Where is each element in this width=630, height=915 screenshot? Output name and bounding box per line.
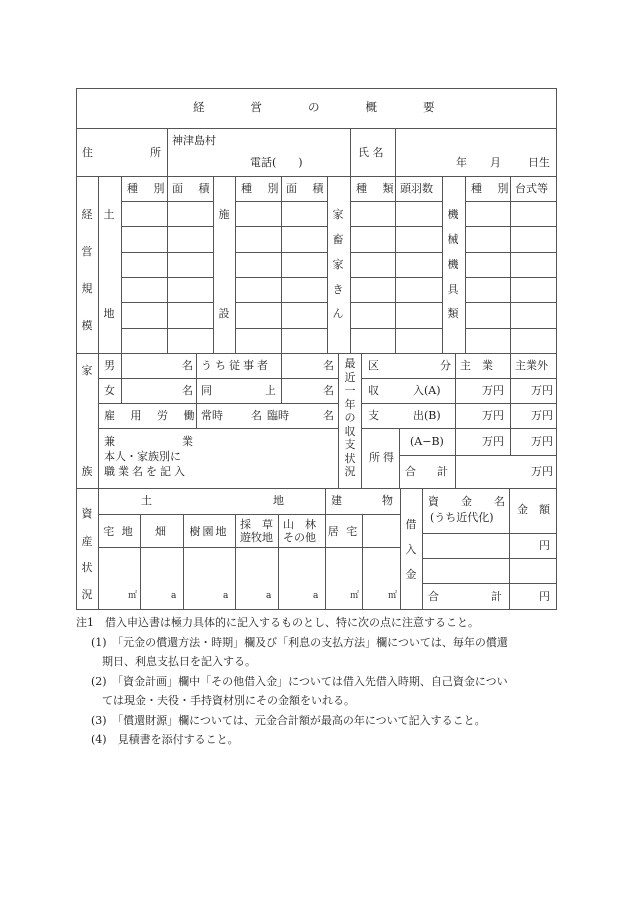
workers-label: うち従事者 <box>201 359 271 372</box>
facility-value-field[interactable] <box>282 202 326 225</box>
divider <box>400 488 401 609</box>
machinery-value-field[interactable] <box>511 278 555 301</box>
main-business-header: 主 業 <box>460 359 493 372</box>
male-unit: 名 <box>182 359 193 372</box>
expense-other-field[interactable]: 万円 <box>531 409 553 422</box>
divider <box>361 403 557 404</box>
asset-unit-2: a <box>171 591 177 601</box>
land-label-1: 土 <box>103 208 115 221</box>
note-1-line-2: 期日、利息支払日を記入する。 <box>102 655 256 668</box>
expense-label-right: 出(B) <box>413 409 441 422</box>
livestock-value-field[interactable] <box>396 227 441 250</box>
asset-col-header-4-b: 遊牧地 <box>240 531 273 544</box>
diff-other-field[interactable]: 万円 <box>531 435 553 448</box>
birth-month: 月 <box>490 156 501 169</box>
family-label-2: 族 <box>81 465 93 478</box>
note-3: (3) 「償還財源」欄については、元金合計額が最高の年について記入すること。 <box>91 714 486 727</box>
divider <box>98 353 99 488</box>
divider <box>76 488 557 489</box>
asset-unit-7: ㎡ <box>388 591 398 601</box>
note-2-line-2: ては現金・夫役・手持資材別にその金額をいれる。 <box>102 694 355 707</box>
birth-year: 年 <box>456 156 467 169</box>
same-label-left: 同 <box>201 384 212 397</box>
asset-unit-5: a <box>313 591 319 601</box>
machinery-type-field[interactable] <box>466 303 509 326</box>
side-job-label-right: 業 <box>182 435 193 448</box>
machinery-type-field[interactable] <box>466 202 509 225</box>
income-other-field[interactable]: 万円 <box>531 384 553 397</box>
livestock-value-field[interactable] <box>396 202 441 225</box>
machinery-type-field[interactable] <box>466 227 509 250</box>
facility-value-field[interactable] <box>282 253 326 276</box>
assets-label-2: 産 <box>81 535 93 548</box>
same-label-right: 上 <box>265 384 276 397</box>
other-business-header: 主業外 <box>515 359 548 372</box>
income-label-right: 入(A) <box>413 384 441 397</box>
birth-day: 日生 <box>528 156 550 169</box>
regular-unit: 名 <box>251 409 262 422</box>
loan-amount-field-2[interactable] <box>510 559 555 582</box>
land-header-1: 種 別 <box>127 182 171 195</box>
land-value-field[interactable] <box>168 253 212 276</box>
frame-right <box>556 88 557 609</box>
machinery-value-field[interactable] <box>511 227 555 250</box>
land-value-field[interactable] <box>168 278 212 301</box>
diff-main-field[interactable]: 万円 <box>482 435 504 448</box>
machinery-value-field[interactable] <box>511 303 555 326</box>
assets-label-3: 状 <box>81 561 93 574</box>
total-label-right: 計 <box>437 465 448 478</box>
temporary-label: 臨時 <box>267 409 289 422</box>
address-label-right: 所 <box>150 146 161 159</box>
note-main: 注1 借入申込書は極力具体的に記入するものとし、特に次の点に注意すること。 <box>76 616 479 629</box>
land-value-field[interactable] <box>168 227 212 250</box>
loan-amount-field-1[interactable]: 円 <box>539 539 550 552</box>
livestock-type-field[interactable] <box>351 227 394 250</box>
temporary-unit: 名 <box>323 409 334 422</box>
machinery-header-1: 種 別 <box>471 182 515 195</box>
livestock-header-2: 頭羽数 <box>400 182 433 195</box>
divider <box>361 353 362 488</box>
regular-count-field[interactable] <box>225 404 245 427</box>
scale-label-1: 経 <box>81 208 93 221</box>
land-group-left: 土 <box>141 494 152 507</box>
livestock-label-5: ん <box>332 307 344 320</box>
expense-label-left: 支 <box>368 409 379 422</box>
income-label-char: 一 <box>344 384 356 397</box>
facility-value-field[interactable] <box>282 278 326 301</box>
land-type-field[interactable] <box>122 329 166 352</box>
side-job-note-2: 職業名を記入 <box>104 465 188 478</box>
livestock-value-field[interactable] <box>396 278 441 301</box>
income-label-char: の <box>344 411 356 424</box>
divider <box>455 353 456 488</box>
livestock-label-1: 家 <box>332 208 344 221</box>
loan-total-field[interactable]: 円 <box>539 590 550 603</box>
side-job-note-1: 本人・家族別に <box>104 450 181 463</box>
female-unit: 名 <box>182 384 193 397</box>
asset-col-header-4-a: 採 草 <box>240 518 273 531</box>
divider <box>327 176 328 353</box>
machinery-label-5: 類 <box>447 307 459 320</box>
asset-col-header-5-b: その他 <box>283 531 316 544</box>
hired-label: 雇 用 労 働 <box>104 409 201 422</box>
land-group-right: 地 <box>273 494 284 507</box>
land-type-field[interactable] <box>122 278 166 301</box>
total-label-left: 合 <box>405 465 416 478</box>
note-1-line-1: (1) 「元金の償還方法・時期」欄及び「利息の支払方法」欄については、毎年の償還 <box>91 636 508 649</box>
divider <box>399 455 557 456</box>
category-label-right: 分 <box>440 359 451 372</box>
frame-bottom <box>76 609 557 610</box>
facility-header-2: 面 積 <box>286 182 330 195</box>
income-label-left: 収 <box>368 384 379 397</box>
land-header-2: 面 積 <box>172 182 216 195</box>
divider <box>76 176 557 177</box>
side-job-label-left: 兼 <box>104 435 115 448</box>
facility-type-field[interactable] <box>236 253 280 276</box>
income-label-char: 状 <box>344 451 356 465</box>
asset-col-header-6: 居 宅 <box>327 525 360 538</box>
assets-label-1: 資 <box>81 507 93 520</box>
loan-fund-name-field-2[interactable] <box>423 559 508 582</box>
land-type-field[interactable] <box>122 253 166 276</box>
facility-header-1: 種 別 <box>241 182 285 195</box>
category-label-left: 区 <box>368 359 379 372</box>
livestock-label-2: 畜 <box>332 233 344 246</box>
machinery-label-3: 機 <box>447 258 459 271</box>
machinery-value-field[interactable] <box>511 202 555 225</box>
phone-field[interactable]: 電話( ) <box>250 156 303 169</box>
machinery-label-4: 具 <box>447 283 459 296</box>
facility-type-field[interactable] <box>236 202 280 225</box>
divider <box>422 583 557 584</box>
asset-col-header-2: 畑 <box>155 525 168 538</box>
land-value-field[interactable] <box>168 303 212 326</box>
income-label-char: 況 <box>344 465 356 478</box>
facility-label-1: 施 <box>218 208 230 221</box>
land-value-field[interactable] <box>168 202 212 225</box>
divider <box>510 353 511 455</box>
facility-value-field[interactable] <box>282 303 326 326</box>
asset-col-header-1: 宅 地 <box>103 525 135 538</box>
income-main-field[interactable]: 万円 <box>482 384 504 397</box>
earnings-label: 所得 <box>369 451 397 464</box>
asset-unit-4: a <box>266 591 272 601</box>
workers-unit: 名 <box>323 359 334 372</box>
regular-label: 常時 <box>201 409 223 422</box>
temporary-count-field[interactable] <box>290 404 320 427</box>
frame-top <box>76 88 557 89</box>
livestock-header-1: 種 類 <box>356 182 400 195</box>
fund-name-header: 資 金 名 <box>428 495 505 508</box>
divider <box>213 176 214 353</box>
divider <box>338 353 339 488</box>
income-label-char: 最 <box>344 357 356 370</box>
facility-type-field[interactable] <box>236 303 280 326</box>
livestock-label-4: き <box>332 283 344 296</box>
land-type-field[interactable] <box>122 303 166 326</box>
divider <box>361 428 557 429</box>
facility-type-field[interactable] <box>236 329 280 352</box>
diff-label: (A−B) <box>410 435 444 448</box>
livestock-value-field[interactable] <box>396 253 441 276</box>
land-label-2: 地 <box>103 307 115 320</box>
asset-unit-6: ㎡ <box>350 591 360 601</box>
livestock-type-field[interactable] <box>351 278 394 301</box>
scale-label-3: 規 <box>81 282 93 295</box>
amount-header: 金 額 <box>517 503 550 516</box>
machinery-header-2: 台式等 <box>515 182 548 195</box>
asset-col-header-3: 樹園地 <box>189 525 229 538</box>
livestock-value-field[interactable] <box>396 329 441 352</box>
income-label-char: 年 <box>344 397 356 411</box>
building-group-left: 建 <box>331 494 342 507</box>
livestock-type-field[interactable] <box>351 202 394 225</box>
asset-col-header-5-a: 山 林 <box>283 518 316 531</box>
total-value-field[interactable]: 万円 <box>531 465 553 478</box>
machinery-label-1: 機 <box>447 208 459 221</box>
loan-total-label-left: 合 <box>428 590 439 603</box>
livestock-value-field[interactable] <box>396 303 441 326</box>
assets-label-4: 況 <box>81 588 93 601</box>
facility-type-field[interactable] <box>236 227 280 250</box>
loan-total-label-right: 計 <box>491 590 502 603</box>
income-label-char: 支 <box>344 438 356 451</box>
land-type-field[interactable] <box>122 227 166 250</box>
loan-label-1: 借 <box>405 518 417 531</box>
facility-value-field[interactable] <box>282 227 326 250</box>
facility-type-field[interactable] <box>236 278 280 301</box>
form-title: 経 営 の 概 要 <box>193 100 435 114</box>
family-label-1: 家 <box>81 364 93 377</box>
loan-label-2: 入 <box>405 543 417 556</box>
divider <box>442 176 443 353</box>
divider <box>350 128 351 176</box>
male-label: 男 <box>104 359 115 372</box>
machinery-type-field[interactable] <box>466 329 509 352</box>
address-value: 神津島村 <box>172 134 216 147</box>
loan-label-3: 金 <box>405 568 417 581</box>
machinery-label-2: 械 <box>447 233 459 246</box>
livestock-label-3: 家 <box>332 258 344 271</box>
divider <box>98 514 400 515</box>
scale-label-4: 模 <box>81 319 93 332</box>
facility-label-2: 設 <box>218 307 230 320</box>
building-group-right: 物 <box>382 494 393 507</box>
expense-main-field[interactable]: 万円 <box>482 409 504 422</box>
machinery-value-field[interactable] <box>511 253 555 276</box>
livestock-type-field[interactable] <box>351 329 394 352</box>
divider <box>361 378 557 379</box>
fund-name-subheader: (うち近代化) <box>430 511 494 524</box>
divider <box>509 488 510 609</box>
machinery-value-field[interactable] <box>511 329 555 352</box>
female-label: 女 <box>104 384 115 397</box>
asset-unit-1: ㎡ <box>128 591 138 601</box>
divider <box>98 176 99 353</box>
note-2-line-1: (2) 「資金計画」欄中「その他借入金」については借入先借入時期、自己資金につい <box>91 675 508 688</box>
income-label-char: 収 <box>344 424 356 438</box>
machinery-type-field[interactable] <box>466 253 509 276</box>
livestock-type-field[interactable] <box>351 253 394 276</box>
divider <box>399 428 400 488</box>
name-label: 氏 名 <box>358 146 384 159</box>
address-label-left: 住 <box>82 146 93 159</box>
livestock-type-field[interactable] <box>351 303 394 326</box>
loan-fund-name-field-1[interactable] <box>423 534 508 557</box>
side-job-field[interactable] <box>197 429 337 487</box>
asset-unit-3: a <box>223 591 229 601</box>
land-type-field[interactable] <box>122 202 166 225</box>
facility-value-field[interactable] <box>282 329 326 352</box>
note-4: (4) 見積書を添付すること。 <box>91 733 239 746</box>
same-unit: 名 <box>323 384 334 397</box>
scale-label-2: 営 <box>81 245 93 258</box>
income-label-char: 近 <box>344 370 356 384</box>
land-value-field[interactable] <box>168 329 212 352</box>
frame-left <box>76 88 77 609</box>
machinery-type-field[interactable] <box>466 278 509 301</box>
